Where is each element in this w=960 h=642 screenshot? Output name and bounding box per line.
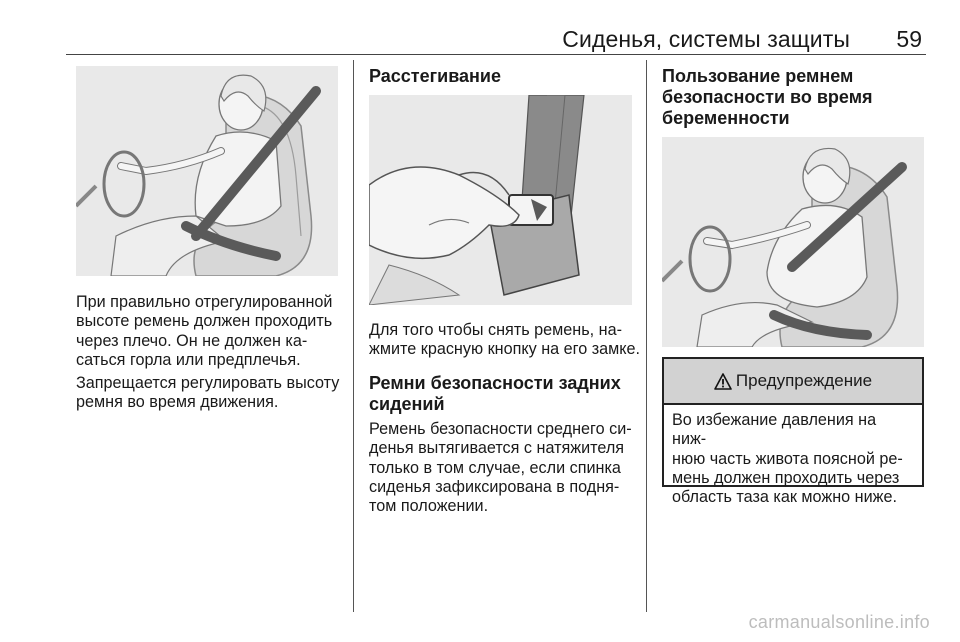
warning-box [662, 357, 924, 507]
heading-rear-seatbelts: Ремни безопасности задних сидений [369, 373, 621, 414]
warning-header [664, 359, 922, 405]
watermark: carmanualsonline.info [748, 612, 930, 632]
column-divider-2 [646, 60, 647, 612]
middle-paragraph-1: Для того чтобы снять ремень, на- жмите красную кнопку на его замке. [369, 321, 641, 359]
warning-body: Во избежание давления на ниж- нюю часть живота поясной ре- мень должен проходить через область таза как можно ниже. [672, 411, 903, 507]
warning-title: Предупреждение [735, 371, 873, 390]
header-divider [66, 54, 926, 55]
heading-unbuckling: Расстегивание [369, 66, 501, 86]
column-divider-1 [353, 60, 354, 612]
left-paragraph-2: Запрещается регулировать высоту ремня во время движения. [76, 374, 340, 412]
middle-paragraph-2: Ремень безопасности среднего си- денья вытягивается с натяжителя только в том случае, если спинка сиденья зафиксирована в подня- том положении. [369, 420, 632, 516]
figure-pregnant-seatbelt [662, 137, 924, 347]
page-header-title: Сиденья, системы защиты [562, 26, 850, 52]
figure-buckle-release [369, 95, 632, 305]
heading-pregnancy: Пользование ремнем безопасности во время беременности [662, 66, 873, 128]
figure-driver-seatbelt [76, 66, 338, 276]
page-number: 59 [896, 26, 922, 52]
left-paragraph-1: При правильно отрегулированной высоте ремень должен проходить через плечо. Он не должен ка- саться горла или предплечья. [76, 293, 333, 369]
warning-triangle-icon [714, 373, 732, 390]
